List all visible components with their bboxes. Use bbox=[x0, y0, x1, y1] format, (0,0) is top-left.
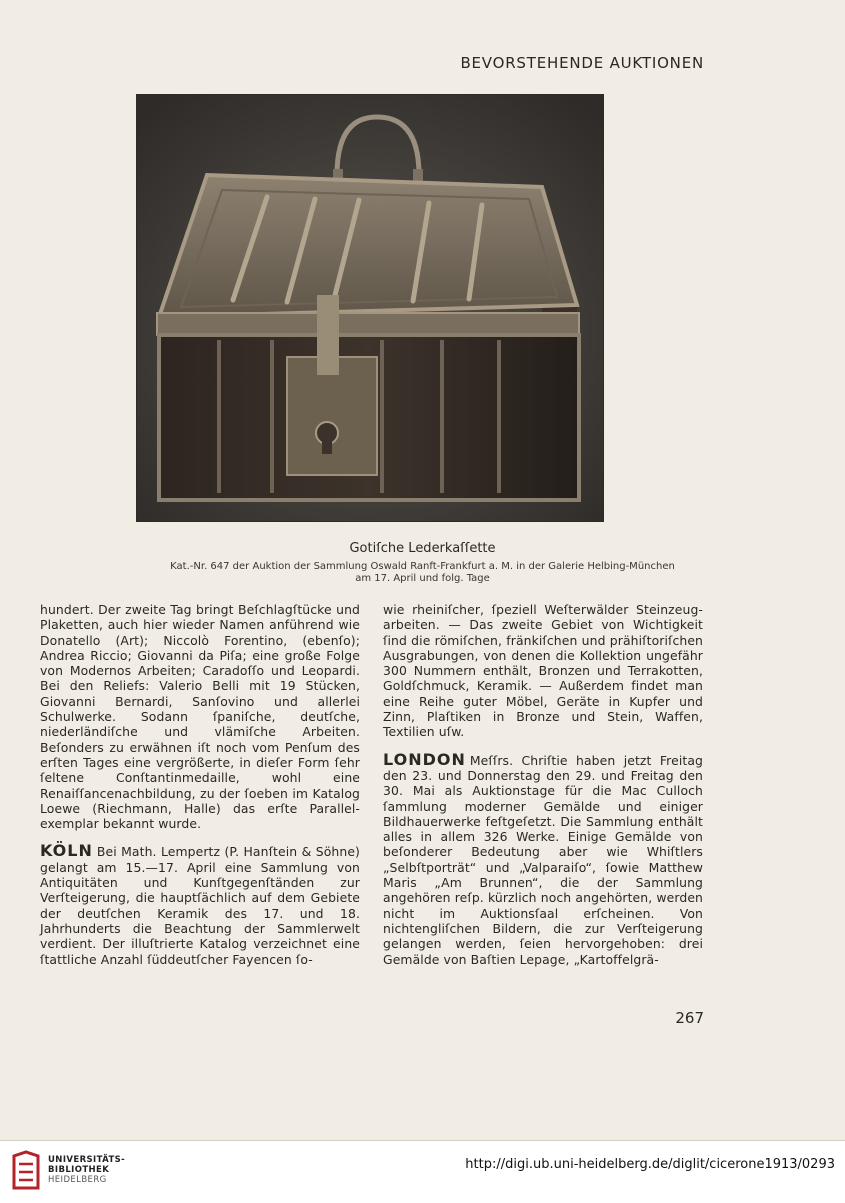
right-column bbox=[383, 602, 703, 967]
leather-casket-illustration bbox=[137, 95, 603, 521]
figure-caption-line-1: Kat.-Nr. 647 der Auktion der Sammlung Oswald Ranft-Frankfurt a. M. in der Galerie Helbing-München bbox=[170, 561, 675, 572]
figure-caption-line-2: am 17. April und folg. Tage bbox=[355, 573, 490, 584]
library-name bbox=[48, 1155, 125, 1185]
figure-title: Gotiſche Lederkaſſette bbox=[349, 541, 496, 556]
library-name-line-3: HEIDELBERG bbox=[48, 1175, 107, 1185]
koeln-text: Bei Math. Lempertz (P. Hanſtein & Söhne) gelangt am 15.—17. April eine Sammlung von Antiquitäten und Kunſtgegenſtänden zur Verſteigerung, die hauptſächlich auf dem Gebiete der deutſchen Keramik des 17. und 18. Jahrhunderts die Beachtung der Sammlerwelt verdient. Der illuſtrierte Katalog verzeichnet eine ſtattliche Anzahl ſüddeutſcher Fayencen ſo- bbox=[40, 844, 360, 967]
university-library-logo-icon bbox=[10, 1150, 42, 1192]
permalink-url[interactable]: http://digi.ub.uni-heidelberg.de/diglit/cicerone1913/0293 bbox=[465, 1157, 835, 1172]
london-text: Meſſrs. Chriſtie haben jetzt Freitag den 23. und Donnerstag den 29. und Freitag den 30. Mai als Auktionstage für die Mac Culloch ſammlung moderner Gemälde und einiger Bildhauerwerke feſtgeſetzt. Die Sammlung enthält alles in allem 326 Werke. Einige Gemälde von beſonderer Bedeutung aber wie Whiſtlers „Selbſtporträt“ und „Valparaiſo“, ſowie Matthew Maris „Am Brunnen“, die der Sammlung angehören reſp. kürzlich noch angehörten, werden nicht im Auktionsſaal erſcheinen. Von nichtengliſchen Bildern, die zur Verſteigerung gelangen werden, ſeien hervorgehoben: drei Gemälde von Baſtien Lepage, „Kartoffelgrä- bbox=[383, 752, 703, 967]
left-column bbox=[40, 602, 360, 967]
running-head: BEVORSTEHENDE AUKTIONEN bbox=[460, 54, 704, 72]
page-number: 267 bbox=[675, 1009, 704, 1027]
right-paragraph-1: wie rheiniſcher, ſpeziell Weſterwälder Steinzeug-arbeiten. — Das zweite Gebiet von Wichtigkeit ſind die römiſchen, fränkiſchen und prähiſtoriſchen Ausgrabungen, von denen die Kollektion ungefähr 300 Nummern enthält, Bronzen und Terrakotten, Goldſchmuck, Keramik. — Außerdem findet man eine Reihe guter Möbel, Geräte in Kupfer und Zinn, Plaſtiken in Bronze und Stein, Waffen, Textilien uſw. bbox=[383, 602, 703, 740]
library-name-line-2: BIBLIOTHEK bbox=[48, 1165, 110, 1175]
london-section bbox=[383, 749, 703, 967]
koeln-heading: KÖLN bbox=[40, 841, 93, 861]
london-heading: LONDON bbox=[383, 749, 466, 769]
digitization-footer bbox=[0, 1140, 845, 1203]
koeln-section bbox=[40, 843, 360, 966]
library-name-line-1: UNIVERSITÄTS- bbox=[48, 1155, 126, 1165]
casket-photograph bbox=[136, 94, 604, 522]
left-paragraph-1: hundert. Der zweite Tag bringt Beſchlagſtücke und Plaketten, auch hier wieder Namen anführend wie Donatello (Art); Niccolò Forentino, (ebenſo); Andrea Riccio; Giovanni da Piſa; eine große Folge von Modernos Arbeiten; Caradoſſo und Leopardi. Bei den Reliefs: Valerio Belli mit 19 Stücken, Giovanni Bernardi, Sanſovino und allerlei Schulwerke. Sodann ſpaniſche, deutſche, niederländiſche und vlämiſche Arbeiten. Beſonders zu erwähnen iſt noch vom Penſum des erſten Tages eine vergrößerte, in dieſer Form ſehr ſeltene Conſtantinmedaille, wohl eine Renaiſſancenachbildung, zu der ſoeben im Katalog Loewe (Riechmann, Halle) das erſte Parallel-exemplar bekannt wurde. bbox=[40, 602, 360, 832]
